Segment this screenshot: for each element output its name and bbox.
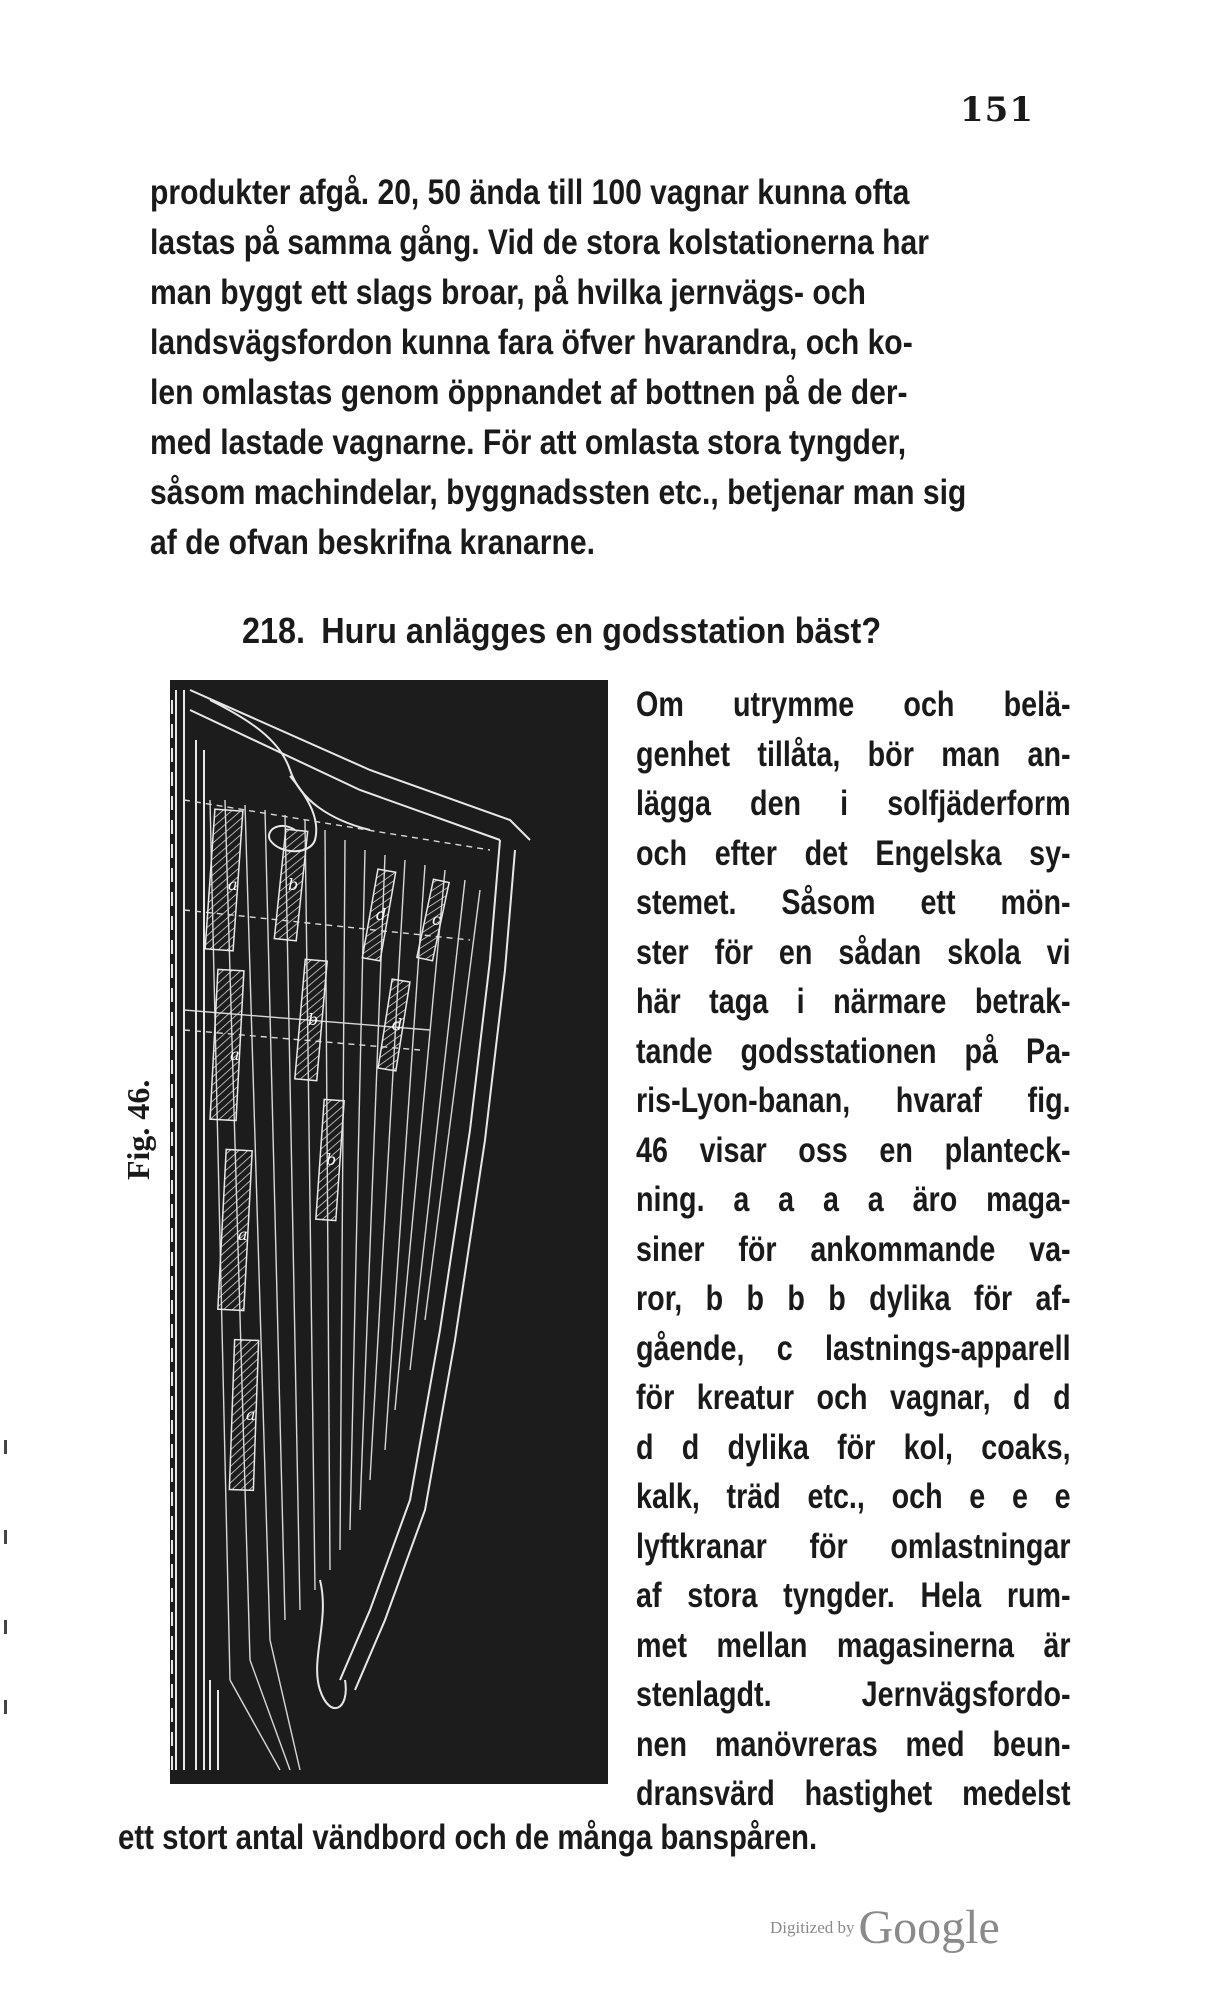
side-line: dransvärd hastighet medelst <box>636 1774 1071 1813</box>
svg-text:b: b <box>288 875 299 894</box>
section-heading <box>242 610 881 652</box>
section-title: Huru anlägges en godsstation bäst? <box>321 610 882 651</box>
side-line: tande godsstationen på Pa- <box>636 1031 1071 1071</box>
svg-text:d: d <box>392 1015 403 1034</box>
digitized-watermark <box>770 1900 1000 1955</box>
intro-line: med lastade vagnarne. För att omlasta stora tyngder, <box>150 423 907 462</box>
intro-line: len omlastas genom öppnandet af bottnen på de der- <box>150 373 908 412</box>
side-line: för kreatur och vagnar, d d <box>636 1378 1071 1417</box>
side-line: stenlagdt. Jernvägsfordo- <box>636 1675 1071 1714</box>
scan-edge-mark <box>4 1440 7 1454</box>
side-line: d d dylika för kol, coaks, <box>636 1427 1071 1467</box>
page-number: 151 <box>960 90 1034 130</box>
svg-text:b: b <box>308 1010 319 1029</box>
scan-edge-mark <box>4 1530 7 1544</box>
intro-line: af de ofvan beskrifna kranarne. <box>150 523 595 562</box>
figure-label: Fig. 46. <box>120 1079 156 1180</box>
svg-text:d: d <box>376 905 387 924</box>
side-line: genhet tillåta, bör man an- <box>636 734 1071 774</box>
side-line: 46 visar oss en planteck- <box>636 1130 1071 1170</box>
side-line: Om utrymme och belä- <box>636 685 1071 724</box>
section-number: 218. <box>242 610 306 651</box>
side-line: ning. a a a a äro maga- <box>636 1180 1071 1219</box>
svg-text:a: a <box>230 1045 240 1064</box>
watermark-prefix: Digitized by <box>770 1917 855 1937</box>
side-line: stemet. Såsom ett mön- <box>636 883 1071 922</box>
side-paragraph <box>636 680 1076 1819</box>
svg-text:a: a <box>246 1405 256 1424</box>
watermark-brand: Google <box>858 1901 1000 1954</box>
side-line: af stora tyngder. Hela rum- <box>636 1576 1071 1615</box>
intro-line: man byggt ett slags broar, på hvilka jernvägs- och <box>150 273 866 312</box>
closing-line: ett stort antal vändbord och de många banspåren. <box>118 1818 818 1857</box>
side-line: kalk, träd etc., och e e e <box>636 1477 1071 1516</box>
side-line: siner för ankommande va- <box>636 1229 1071 1269</box>
side-line: ror, b b b b dylika för af- <box>636 1279 1071 1318</box>
side-line: met mellan magasinerna är <box>636 1625 1071 1665</box>
intro-line: lastas på samma gång. Vid de stora kolstationerna har <box>150 223 929 262</box>
side-line: ris-Lyon-banan, hvaraf fig. <box>636 1081 1071 1120</box>
side-line: nen manövreras med beun- <box>636 1724 1071 1764</box>
side-line: här taga i närmare betrak- <box>636 982 1071 1021</box>
side-line: lyftkranar för omlastningar <box>636 1526 1071 1566</box>
station-plan-figure <box>170 680 608 1784</box>
intro-line: produkter afgå. 20, 50 ända till 100 vagnar kunna ofta <box>150 173 910 212</box>
scan-edge-mark <box>4 1620 7 1634</box>
svg-text:c: c <box>432 910 441 929</box>
side-line: och efter det Engelska sy- <box>636 833 1071 873</box>
intro-line: såsom machindelar, byggnadssten etc., betjenar man sig <box>150 473 967 512</box>
side-line: gående, c lastnings-apparell <box>636 1328 1071 1368</box>
svg-text:a: a <box>228 875 238 894</box>
svg-text:a: a <box>238 1225 248 1244</box>
svg-text:b: b <box>326 1150 337 1169</box>
intro-line: landsvägsfordon kunna fara öfver hvarandra, och ko- <box>150 323 913 362</box>
side-line: lägga den i solfjäderform <box>636 784 1071 823</box>
intro-paragraph <box>150 168 1079 568</box>
side-line: ster för en sådan skola vi <box>636 932 1071 972</box>
scan-edge-mark <box>4 1700 7 1714</box>
